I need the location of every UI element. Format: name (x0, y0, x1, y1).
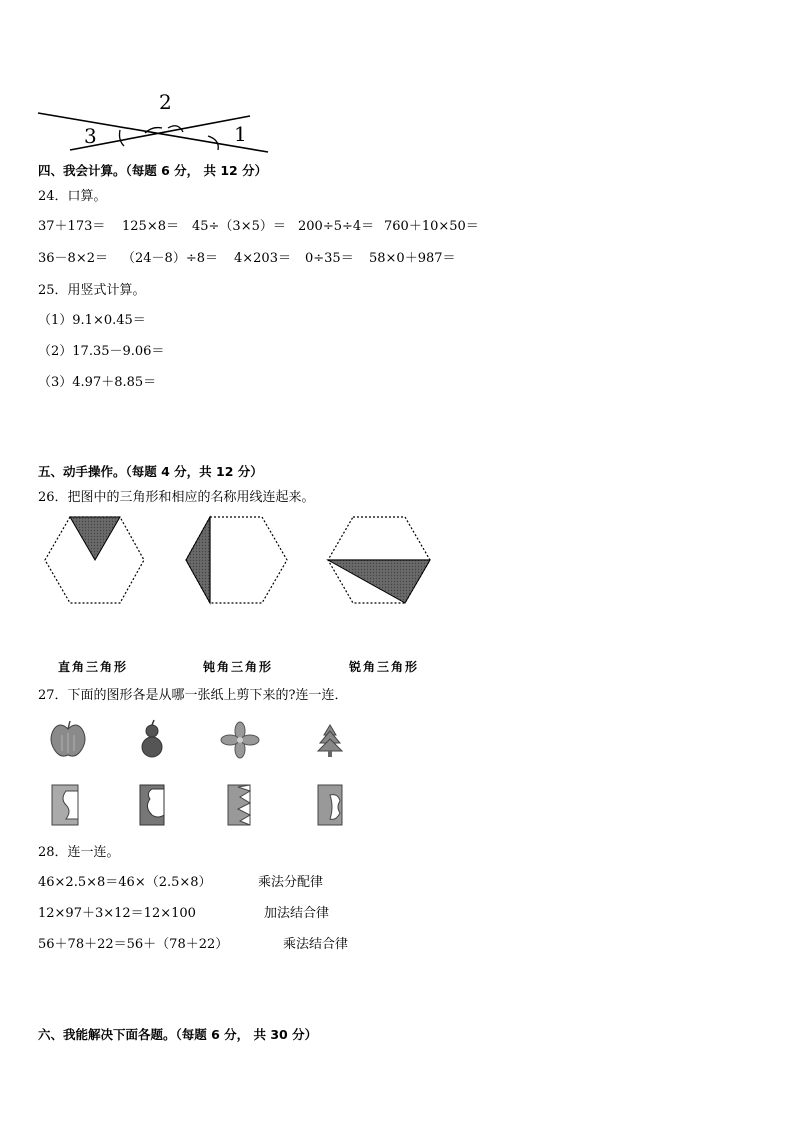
q27-title: 27．下面的图形各是从哪一张纸上剪下来的?连一连． (38, 688, 348, 703)
q28-title: 28．连一连。 (38, 845, 120, 860)
q24-row1-item: 200÷5÷4＝ (298, 219, 375, 234)
paper-a (52, 785, 78, 825)
q26-title: 26．把图中的三角形和相应的名称用线连起来。 (38, 490, 315, 505)
q28-left-item: 46×2.5×8＝46×（2.5×8） (38, 875, 212, 890)
q26-label-right-triangle: 直角三角形 (58, 660, 129, 674)
q25-item: （3）4.97＋8.85＝ (38, 375, 157, 390)
q24-row2-item: （24－8）÷8＝ (122, 251, 218, 266)
q25-title: 25．用竖式计算。 (38, 283, 146, 298)
flower-icon (221, 722, 259, 758)
paper-b (140, 785, 164, 825)
q24-row1-item: 125×8＝ (122, 219, 179, 234)
q26-hexagon-figures (0, 505, 794, 615)
angle-label-1: 1 (234, 122, 247, 146)
angle-figure (0, 0, 794, 160)
q24-row1-item: 45÷（3×5）＝ (192, 219, 286, 234)
tree-icon (318, 725, 342, 757)
q26-label-acute-triangle: 锐角三角形 (349, 660, 420, 674)
q24-row2-item: 0÷35＝ (305, 251, 354, 266)
angle-label-2: 2 (159, 90, 172, 114)
q25-item: （2）17.35－9.06＝ (38, 344, 165, 359)
section5-heading: 五、动手操作。（每题 4 分，共 12 分） (38, 464, 263, 479)
apple-icon (51, 721, 85, 756)
paper-d (318, 785, 342, 825)
q25-item: （1）9.1×0.45＝ (38, 313, 146, 328)
q24-row1-item: 760＋10×50＝ (384, 219, 479, 234)
hexagon-1 (45, 517, 144, 603)
section6-heading: 六、我能解决下面各题。（每题 6 分， 共 30 分） (38, 1027, 318, 1042)
q28-left-item: 12×97＋3×12＝12×100 (38, 906, 196, 921)
hexagon-3 (328, 517, 430, 603)
q24-row2-item: 4×203＝ (234, 251, 291, 266)
q28-right-item: 乘法分配律 (258, 875, 324, 890)
q24-row2-item: 58×0＋987＝ (369, 251, 456, 266)
q26-label-obtuse-triangle: 钝角三角形 (203, 660, 274, 674)
hexagon-2 (186, 517, 287, 603)
q24-title: 24．口算。 (38, 189, 107, 204)
q24-row1-item: 37＋173＝ (38, 219, 106, 234)
paper-c (228, 785, 250, 825)
q24-row2-item: 36－8×2＝ (38, 251, 108, 266)
q28-right-item: 乘法结合律 (283, 937, 349, 952)
section4-heading: 四、我会计算。（每题 6 分， 共 12 分） (38, 163, 268, 178)
gourd-icon (142, 720, 162, 757)
q28-right-item: 加法结合律 (264, 906, 330, 921)
angle-label-3: 3 (84, 124, 97, 148)
q28-left-item: 56＋78＋22＝56＋（78＋22） (38, 937, 229, 952)
q27-shapes (0, 715, 794, 835)
